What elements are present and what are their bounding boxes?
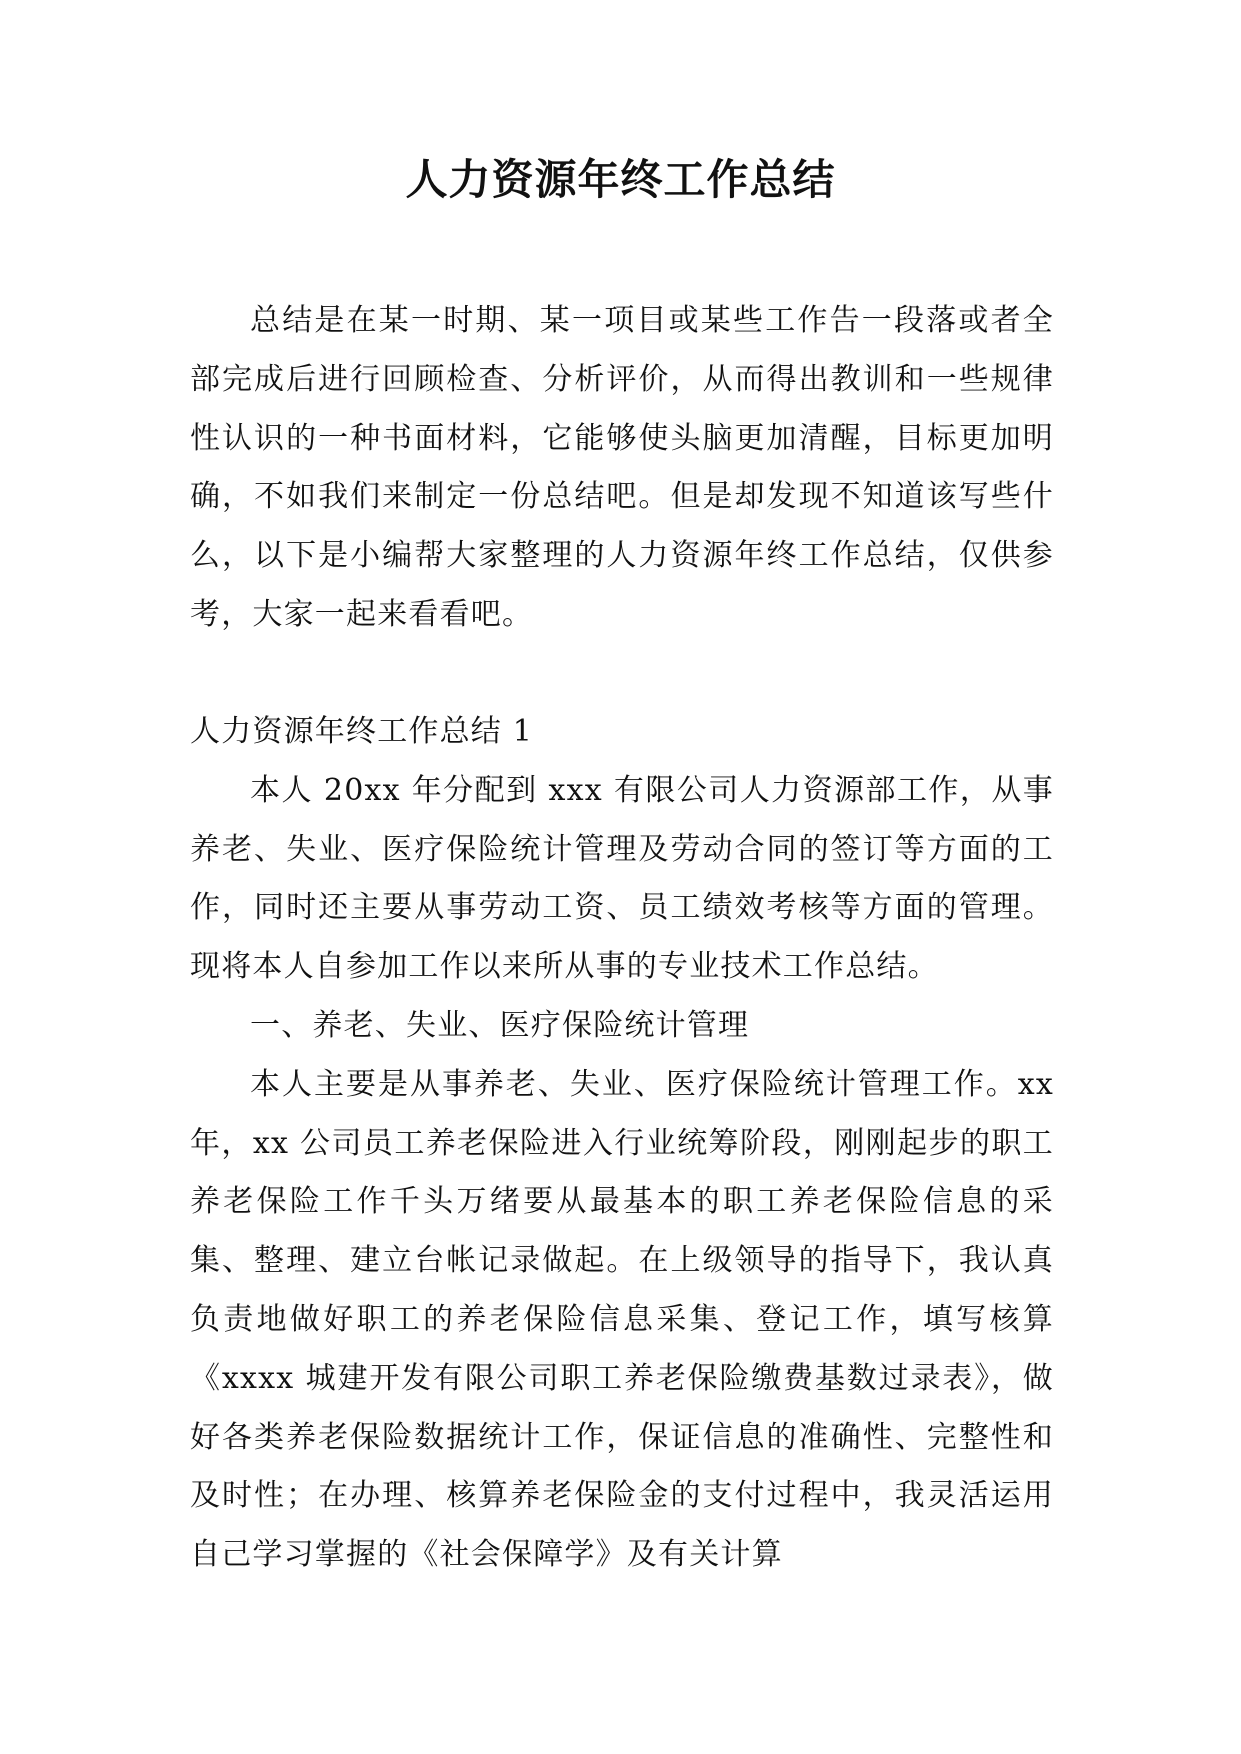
- subsection-heading: 一、养老、失业、医疗保险统计管理: [250, 1007, 750, 1043]
- document-title: 人力资源年终工作总结: [405, 155, 836, 204]
- intro-section: [190, 292, 1054, 645]
- body-paragraph-2: 本人主要是从事养老、失业、医疗保险统计管理工作。xx 年，xx 公司员工养老保险进入行业统筹阶段，刚刚起步的职工养老保险工作千头万绪要从最基本的职工养老保险信息的采集、整理、建立台帐记录做起。在上级领导的指导下，我认真负责地做好职工的养老保险信息采集、登记工作，填写核算《xxxx 城建开发有限公司职工养老保险缴费基数过录表》，做好各类养老保险数据统计工作，保证信息的准确性、完整性和及时性；在办理、核算养老保险金的支付过程中，我灵活运用自己学习掌握的《社会保障学》及有关计算: [190, 1066, 1054, 1573]
- section-heading: 人力资源年终工作总结 1: [190, 714, 534, 749]
- body-paragraph-1: 本人 20xx 年分配到 xxx 有限公司人力资源部工作，从事养老、失业、医疗保险统计管理及劳动合同的签订等方面的工作，同时还主要从事劳动工资、员工绩效考核等方面的管理。现将本人自参加工作以来所从事的专业技术工作总结。: [190, 772, 1054, 985]
- intro-paragraph: 总结是在某一时期、某一项目或某些工作告一段落或者全部完成后进行回顾检查、分析评价，从而得出教训和一些规律性认识的一种书面材料，它能够使头脑更加清醒，目标更加明确，不如我们来制定一份总结吧。但是却发现不知道该写些什么，以下是小编帮大家整理的人力资源年终工作总结，仅供参考，大家一起来看看吧。: [190, 303, 1054, 632]
- article-section: [190, 703, 1054, 1585]
